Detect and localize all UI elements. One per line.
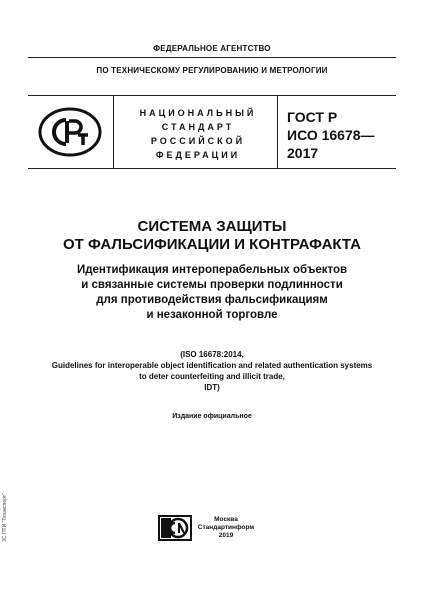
document-subtitle (30, 263, 394, 323)
edition-label: Издание официальное (172, 413, 252, 420)
publisher-info (196, 516, 256, 540)
gost-logo-icon (38, 107, 102, 157)
national-standard-label (118, 106, 278, 162)
header-divider (28, 57, 396, 58)
international-reference (20, 349, 404, 393)
national-line-3: РОССИЙСКОЙ (150, 136, 246, 146)
national-line-2: СТАНДАРТ (161, 122, 235, 132)
document-title (0, 218, 424, 254)
subtitle-line-3: для противодействия фальсификациям (96, 294, 328, 306)
publisher-city: Москва (214, 516, 238, 523)
publisher-logo-icon (158, 515, 192, 541)
agency-name: ФЕДЕРАЛЬНОЕ АГЕНТСТВО (153, 44, 271, 53)
agency-subtitle: ПО ТЕХНИЧЕСКОМУ РЕГУЛИРОВАНИЮ И МЕТРОЛОГИИ (96, 66, 328, 75)
sidebar-watermark: ЗС ПТИ "Техэксперт" (2, 493, 8, 542)
frame-top (28, 95, 396, 96)
national-line-1: НАЦИОНАЛЬНЫЙ (139, 108, 257, 118)
publisher-year: 2019 (218, 532, 234, 539)
intl-line-4: IDT) (204, 383, 220, 392)
subtitle-line-4: и незаконной торговле (146, 309, 278, 321)
designation-line-3: 2017 (287, 145, 319, 161)
designation-line-1: ГОСТ Р (287, 109, 338, 125)
intl-line-3: to deter counterfeiting and illicit trade, (139, 372, 285, 381)
national-line-4: ФЕДЕРАЦИИ (155, 150, 241, 160)
frame-bottom (28, 168, 396, 169)
standard-designation (287, 108, 375, 162)
subtitle-line-2: и связанные системы проверки подлинности (81, 279, 343, 291)
designation-line-2: ИСО 16678— (287, 127, 375, 143)
intl-line-2: Guidelines for interoperable object identification and related authentication systems (51, 361, 373, 370)
intl-line-1: (ISO 16678:2014, (180, 350, 244, 359)
subtitle-line-1: Идентификация интероперабельных объектов (76, 264, 348, 276)
frame-separator-left (113, 95, 114, 168)
title-line-2: ОТ ФАЛЬСИФИКАЦИИ И КОНТРАФАКТА (62, 236, 361, 253)
publisher-name: Стандартинформ (197, 524, 255, 531)
title-line-1: СИСТЕМА ЗАЩИТЫ (137, 218, 287, 235)
